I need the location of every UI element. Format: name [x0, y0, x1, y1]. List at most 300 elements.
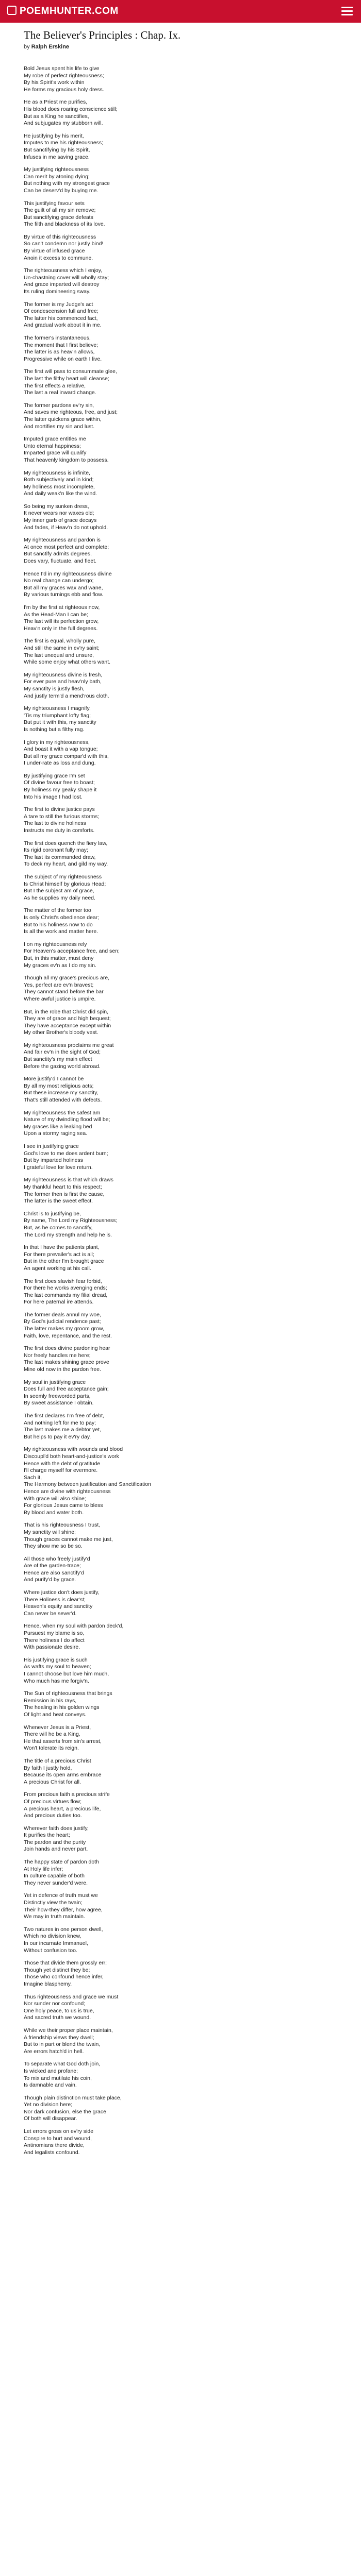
stanza	[24, 571, 333, 599]
poem-line: The Harmony between justification and Sanctification	[24, 1481, 151, 1488]
poem-line: And purify'd by grace.	[24, 1577, 76, 1583]
stanza	[24, 638, 333, 666]
stanza	[24, 1825, 333, 1853]
stanza	[24, 1522, 333, 1550]
poem-line: An agent working at his call.	[24, 1265, 91, 1272]
poem-line: The first is equal, wholly pure,	[24, 638, 95, 645]
poem-line: My robe of perfect righteousness;	[24, 72, 104, 79]
poem-line: My righteousness proclaims me great	[24, 1042, 114, 1048]
poem-line: To deck my heart, and gild my way.	[24, 861, 108, 868]
poem-line: The last makes shining grace prove	[24, 1359, 109, 1366]
poem-line: The latter is as heav'n allows,	[24, 349, 95, 355]
poem-line: Into his image I had lost.	[24, 793, 83, 800]
poem-line: They cannot stand before the bar	[24, 989, 104, 995]
poem-line: Of divine favour free to boast;	[24, 779, 95, 786]
poem-line: There holiness I do affect	[24, 1637, 85, 1643]
stanza	[24, 773, 333, 801]
stanza	[24, 1278, 333, 1306]
poem-line: The matter of the former too	[24, 907, 91, 914]
poem-line: The last to divine holiness	[24, 820, 86, 827]
poem-line: And subjugates my stubborn will.	[24, 120, 103, 127]
stanza	[24, 1211, 333, 1239]
poem-line: To separate what God doth join,	[24, 2061, 101, 2067]
poem-line: There Holiness is clear'st;	[24, 1596, 86, 1603]
poem-line: Won't tolerate its reign.	[24, 1745, 79, 1752]
poem-line: The latter makes my groom grow,	[24, 1326, 104, 1332]
poem-line: But in the other I'm brought grace	[24, 1258, 104, 1265]
stanza	[24, 1556, 333, 1584]
poem-line: But I the subject am of grace,	[24, 888, 94, 894]
stanza	[24, 1446, 333, 1516]
poem-line: One holy peace, to us is true,	[24, 2007, 94, 2014]
poem-line: Faith, love, repentance, and the rest.	[24, 1332, 112, 1339]
stanza	[24, 436, 333, 464]
poem-line: Without confusion too.	[24, 1947, 77, 1954]
poem-line: But as a King he sanctifies,	[24, 113, 89, 120]
poem-line: The righteousness which I enjoy,	[24, 267, 103, 274]
stanza	[24, 2027, 333, 2055]
poem-line: As the Head-Man I can be;	[24, 611, 88, 618]
stanza	[24, 470, 333, 498]
stanza	[24, 1076, 333, 1104]
poem-line: That is his righteousness I trust,	[24, 1522, 101, 1529]
poem-line: My graces ev'n as I do my sin.	[24, 962, 96, 969]
stanza	[24, 1312, 333, 1340]
poem-line: Distinctly view the twain;	[24, 1900, 83, 1906]
stanza	[24, 1791, 333, 1819]
stanza	[24, 2128, 333, 2156]
poem-line: Though graces cannot make me just,	[24, 1536, 113, 1543]
poem-line: The latter quickens grace within,	[24, 416, 102, 422]
poem-line: In that I have the patients plant,	[24, 1244, 100, 1251]
poem-line: So being my sunken dress,	[24, 503, 89, 510]
poem-line: My righteousness divine is fresh,	[24, 671, 103, 678]
stanza	[24, 267, 333, 295]
poem-line: By virtue of infused grace	[24, 248, 85, 255]
poem-line: Those that divide them grossly err;	[24, 1960, 107, 1967]
site-logo[interactable]	[7, 6, 119, 17]
poem-line: I glory in my righteousness,	[24, 739, 90, 745]
poem-line: Anoin it excess to commune.	[24, 255, 93, 261]
poem-line: Both subjectively and in kind;	[24, 477, 94, 483]
poem-line: The title of a precious Christ	[24, 1757, 91, 1764]
stanza	[24, 1589, 333, 1617]
poem-line: Of both will disappear.	[24, 2115, 77, 2122]
poem-line: My righteousness is infinite,	[24, 469, 90, 476]
poem-line: Thus righteousness and grace we must	[24, 1993, 119, 2000]
poem-line: But, as he comes to sanctify,	[24, 1224, 93, 1231]
poem-line: At Holy life infer;	[24, 1866, 63, 1872]
poem-line: The last unequal and unsure,	[24, 652, 94, 658]
stanza	[24, 503, 333, 531]
poem-line: With grace will also shine;	[24, 1495, 86, 1502]
poem-line: The Lord my strength and help he is.	[24, 1231, 112, 1238]
poem-line: And legalists confound.	[24, 2149, 80, 2156]
poem-line: And nothing left for me to pay;	[24, 1419, 96, 1426]
poem-line: Antinomians there divide,	[24, 2142, 85, 2149]
poem-line: A precious heart, a precious life,	[24, 1805, 101, 1812]
poem-line: The first does divine pardoning hear	[24, 1345, 110, 1352]
poem-line: For there he works avenging ends;	[24, 1285, 107, 1292]
poem-line: I'm by the first at righteous now,	[24, 604, 100, 611]
poem-line: I grateful love for love return.	[24, 1164, 93, 1171]
poem-line: He justifying by his merit,	[24, 132, 84, 139]
stanza	[24, 1994, 333, 2022]
menu-icon[interactable]	[341, 7, 353, 16]
poem-line: And still the same in ev'ry saint;	[24, 645, 100, 651]
poem-line: Is all the work and matter here.	[24, 928, 99, 935]
poem-line: Instructs me duty in comforts.	[24, 827, 95, 834]
poem-line: With passionate desire.	[24, 1644, 80, 1651]
poem-line: The first effects a relative,	[24, 382, 86, 389]
stanza	[24, 2061, 333, 2089]
poem-line: The happy state of pardon doth	[24, 1859, 99, 1866]
poem-line: But put it with this, my sanctity	[24, 719, 96, 726]
stanza	[24, 1859, 333, 1887]
poem-line: But all my graces wax and wane,	[24, 584, 103, 591]
poem-line: Pursuest my blame is so,	[24, 1630, 85, 1637]
stanza	[24, 1623, 333, 1651]
poem-line: Of precious virtues flow;	[24, 1798, 82, 1805]
poem-line: I cannot choose but love him much,	[24, 1671, 109, 1677]
stanza	[24, 1926, 333, 1954]
stanza	[24, 537, 333, 565]
poem-line: My righteousness I magnify,	[24, 705, 91, 712]
poem-line: Though all my grace's precious are,	[24, 975, 110, 981]
poem-line: The last makes me a debtor yet,	[24, 1427, 101, 1433]
poem-line: I on my righteousness rely	[24, 941, 87, 947]
poem-line: By various turnings ebb and flow.	[24, 591, 104, 598]
poem-line: By holiness my geaky shape it	[24, 787, 97, 793]
poem-line: Upon a stormy raging sea.	[24, 1130, 88, 1137]
poem-line: But, in this matter, must deny	[24, 955, 94, 961]
stanza	[24, 907, 333, 935]
poem-line: But all my grace compar'd with this,	[24, 753, 109, 759]
stanza	[24, 975, 333, 1003]
poem-line: The healing in his golden wings	[24, 1704, 100, 1711]
poem-line: The last the filthy heart will cleanse;	[24, 375, 109, 382]
poem-line: By justifying grace I'm set	[24, 772, 85, 779]
stanza	[24, 1042, 333, 1070]
poem-line: My justifying righteousness	[24, 166, 89, 173]
poem-line: Yet in defence of truth must we	[24, 1892, 98, 1899]
stanza	[24, 1244, 333, 1272]
stanza	[24, 368, 333, 396]
stanza	[24, 705, 333, 733]
poem-line: The last a real inward change.	[24, 389, 96, 396]
poem-line: Join hands and never part.	[24, 1846, 88, 1853]
poem-line: To mix and mutilate his coin,	[24, 2075, 92, 2081]
poem-line: The former is my Judge's act	[24, 301, 93, 308]
poem-line: By his Spirit's work within	[24, 79, 85, 86]
poem-line: No real change can undergo;	[24, 578, 94, 584]
author-link[interactable]: Ralph Erskine	[31, 44, 70, 50]
stanza	[24, 1345, 333, 1373]
poem-line: 'Tis my triumphant lofty flag;	[24, 712, 91, 719]
poem-line: Does full and free acceptance gain;	[24, 1386, 109, 1393]
poem-line: Are errors hatch'd in hell.	[24, 2048, 84, 2055]
poem-line: Two natures in one person dwell,	[24, 1926, 103, 1933]
poem-line: The guilt of all my sin remove;	[24, 207, 96, 214]
poem-line: My holiness most incomplete,	[24, 483, 95, 490]
poem-line: Though plain distinction must take place,	[24, 2094, 122, 2101]
poem-line: Of condescension full and free;	[24, 308, 99, 315]
poem-line: That's still attended with defects.	[24, 1097, 102, 1104]
poem-line: But sanctifying grace defeats	[24, 214, 93, 221]
stanza	[24, 1177, 333, 1205]
poem-line: Can never be sever'd.	[24, 1610, 77, 1617]
poem-line: Conspire to hurt and wound,	[24, 2135, 92, 2142]
poem-line: By virtue of this righteousness	[24, 233, 96, 240]
poem-line: Mine old now in the pardon free.	[24, 1366, 102, 1373]
poem-line: At once most perfect and complete;	[24, 544, 109, 550]
poem-line: Can merit by atoning dying;	[24, 173, 90, 180]
poem-line: Of light and heat conveys.	[24, 1711, 87, 1718]
poem-line: The former deals annul my woe,	[24, 1311, 101, 1318]
poem-line: The filth and blackness of its love.	[24, 221, 105, 228]
poem-line: God's love to me does ardent burn;	[24, 1150, 108, 1157]
poem-line: And mortifies my sin and lust.	[24, 423, 95, 430]
poem-line: Can be deserv'd by buying me.	[24, 187, 99, 194]
poem-line: The first does quench the fiery law,	[24, 840, 108, 846]
poem-line: Hence are divine with righteousness	[24, 1488, 111, 1495]
poem-line: But to his holiness now to do	[24, 921, 93, 928]
poem-line: Their how-they differ, how agree,	[24, 1906, 103, 1913]
stanza	[24, 739, 333, 767]
poem-line: A friendship views they dwell;	[24, 2034, 94, 2041]
poem-line: A precious Christ for all.	[24, 1778, 81, 1785]
logo-text: POEMHUNTER.COM	[20, 6, 119, 16]
poem-line: But sanctifying by his Spirit,	[24, 146, 90, 153]
stanza	[24, 99, 333, 127]
poem-line: Before the gazing world abroad.	[24, 1063, 101, 1070]
poem-line: Though yet distinct they be;	[24, 1967, 90, 1973]
poem-line: I under-rate as loss and dung.	[24, 760, 96, 767]
poem-line: Let errors gross on ev'ry side	[24, 2128, 94, 2135]
poem-line: Because its open arms embrace	[24, 1772, 102, 1778]
poem-line: They have acceptance except within	[24, 1022, 111, 1029]
poem-line: Remission in his rays,	[24, 1697, 77, 1704]
stanza	[24, 941, 333, 969]
poem-line: He that asserts from sin's arrest,	[24, 1738, 102, 1744]
poem-line: But, in the robe that Christ did spin,	[24, 1008, 109, 1015]
poem-line: He forms my gracious holy dress.	[24, 86, 104, 93]
poem-line: For here paternal ire attends.	[24, 1299, 94, 1306]
poem-line: The pardon and the purity	[24, 1839, 86, 1845]
poem-body	[24, 65, 333, 2156]
poem-line: The moment that I first believe;	[24, 342, 99, 348]
poem-line: But to in part or blend the twain,	[24, 2041, 101, 2048]
poem-line: Who much has me forgiv'n.	[24, 1677, 89, 1684]
poem-line: My sanctity will shine;	[24, 1529, 76, 1535]
poem-line: My graces like a leaking bed	[24, 1123, 92, 1130]
poem-line: Hence with the debt of gratitude	[24, 1460, 101, 1467]
poem-line: My thankful heart to this respect;	[24, 1183, 102, 1190]
poem-line: It purifies the heart;	[24, 1832, 70, 1839]
poem-line: Its rigid coronant fully may;	[24, 847, 88, 854]
stanza	[24, 234, 333, 262]
poem-line: The last commands my filial dread,	[24, 1292, 108, 1298]
poem-line: The subject of my righteousness	[24, 874, 102, 880]
poem-line: By sweet assistance I obtain.	[24, 1400, 94, 1406]
stanza	[24, 604, 333, 632]
poem-line: And precious duties too.	[24, 1812, 82, 1819]
poem-line: In our incarnate Immanuel,	[24, 1940, 88, 1946]
poem-line: My righteousness and pardon is	[24, 537, 101, 544]
poem-line: Imagine blasphemy.	[24, 1980, 72, 1987]
stanza	[24, 1379, 333, 1407]
poem-line: While some enjoy what others want.	[24, 659, 111, 666]
poem-line: This justifying favour sets	[24, 200, 85, 207]
poem-line: Heav'n only in the full degrees.	[24, 625, 98, 632]
poem-line: Heaven's equity and sanctity	[24, 1603, 93, 1610]
poem-line: The last its commanded draw,	[24, 854, 96, 860]
poem-line: His blood does roaring conscience still;	[24, 106, 118, 112]
poem-line: My soul in justifying grace	[24, 1379, 86, 1385]
poem-line: Nor sunder nor confound;	[24, 2001, 86, 2007]
poem-line: Whenever Jesus is a Priest,	[24, 1724, 91, 1731]
poem-line: Imputes to me his righteousness;	[24, 140, 104, 146]
stanza	[24, 1724, 333, 1752]
poem-line: Hence, when my soul with pardon deck'd,	[24, 1623, 124, 1630]
poem-line: The first does slavish fear forbid,	[24, 1278, 102, 1284]
poem-line: By name, The Lord my Righteousness;	[24, 1217, 118, 1224]
poem-line: I'll charge myself for evermore.	[24, 1467, 98, 1474]
poem-line: Is only Christ's obedience dear;	[24, 914, 100, 921]
stanza	[24, 200, 333, 228]
poem-line: Wherever faith does justify,	[24, 1825, 89, 1832]
stanza	[24, 1413, 333, 1440]
poem-line: The last will its perfection grow,	[24, 618, 99, 625]
poem-line: By faith I justly hold,	[24, 1765, 72, 1771]
poem-line: The former then is first the cause,	[24, 1191, 105, 1197]
poem-line: Imputed grace entitles me	[24, 436, 86, 443]
poem-line: And saves me righteous, free, and just;	[24, 409, 118, 416]
poem-line: All those who freely justify'd	[24, 1555, 90, 1562]
poem-line: For Heaven's acceptance free, and sen;	[24, 948, 120, 955]
poem-line: But helps to pay it ev'ry day.	[24, 1433, 91, 1440]
poem-line: Sach it,	[24, 1474, 42, 1481]
poem-line: Which no division knew,	[24, 1933, 81, 1940]
poem-line: As he supplies my daily need.	[24, 894, 95, 901]
poem-line: Imparted grace will qualify	[24, 450, 87, 456]
poem-line: Yet no division here;	[24, 2102, 73, 2108]
poem-line: Hence I'd in my righteousness divine	[24, 570, 112, 577]
poem-line: But nothing with my strongest grace	[24, 180, 110, 187]
poem-line: The first to divine justice pays	[24, 806, 95, 813]
stanza	[24, 672, 333, 700]
poem-line: And gradual work about it in me.	[24, 322, 102, 329]
stanza	[24, 133, 333, 161]
poem-content	[24, 29, 333, 2162]
poem-line: As wafts my soul to heaven;	[24, 1664, 91, 1670]
poem-line: For ever pure and heav'nly bath,	[24, 679, 102, 685]
poem-line: For glorious Jesus came to bless	[24, 1502, 103, 1509]
poem-line: There will he be a King,	[24, 1731, 80, 1738]
poem-line: Christ is to justifying be,	[24, 1210, 81, 1217]
stanza	[24, 1892, 333, 1920]
poem-line: Nature of my dwindling flood will be;	[24, 1116, 110, 1123]
poem-line: By God's judicial rendence past;	[24, 1318, 101, 1325]
poem-line: That heavenly kingdom to possess.	[24, 456, 109, 463]
stanza	[24, 335, 333, 363]
poem-line: In seemly freeworded parts,	[24, 1393, 91, 1399]
poem-line: My sanctity is justly flesh,	[24, 685, 85, 692]
stanza	[24, 874, 333, 902]
poem-line: Where justice don't does justify,	[24, 1589, 100, 1596]
stanza	[24, 1657, 333, 1685]
page-title: The Believer's Principles : Chap. Ix.	[24, 29, 181, 41]
poem-line: And boast it with a vap tongue;	[24, 746, 98, 753]
poem-line: We may in truth maintain.	[24, 1913, 85, 1920]
stanza	[24, 1758, 333, 1786]
poem-line: Is wicked and profane;	[24, 2067, 78, 2074]
poem-line: Nor dark confusion, else the grace	[24, 2108, 106, 2115]
poem-line: The Sun of righteousness that brings	[24, 1690, 112, 1697]
poem-line: But these increase my sanctity,	[24, 1090, 99, 1096]
poem-line: Discoupl'd both heart-and-justice's work	[24, 1453, 119, 1460]
poem-line: Infuses in me saving grace.	[24, 154, 90, 160]
poem-line: Unto eternal happiness;	[24, 443, 81, 449]
poem-line: My other Brother's bloody vest.	[24, 1029, 99, 1036]
stanza	[24, 301, 333, 329]
poem-line: So can't condemn nor justly bind!	[24, 241, 104, 247]
poem-line: Progressive while on earth I live.	[24, 355, 102, 362]
stanza	[24, 1110, 333, 1138]
stanza	[24, 166, 333, 194]
byline	[24, 44, 333, 50]
poem-line: Its ruling domineering sway.	[24, 289, 91, 295]
poem-line: More justify'd I cannot be	[24, 1076, 84, 1082]
stanza	[24, 1009, 333, 1037]
poem-line: Un-chastning cover will wholly stay;	[24, 274, 109, 281]
poem-line: The former pardons ev'ry sin,	[24, 402, 94, 409]
poem-line: Is damnable and vain.	[24, 2082, 77, 2089]
stanza	[24, 402, 333, 430]
stanza	[24, 65, 333, 93]
poem-line: He as a Priest me purifies,	[24, 99, 88, 106]
poem-line: Is nothing but a filthy rag.	[24, 726, 85, 733]
stanza	[24, 806, 333, 834]
poem-line: Where awful justice is umpire.	[24, 995, 96, 1002]
poem-line: And daily weak'n like the wind.	[24, 490, 97, 497]
poem-line: They show me so be so.	[24, 1543, 83, 1550]
poem-line: The former's instantaneous,	[24, 335, 91, 341]
poem-line: The first declares I'm free of debt,	[24, 1413, 105, 1419]
poem-line: And grace imparted will destroy	[24, 281, 100, 288]
poem-line: My righteousness is that which draws	[24, 1177, 113, 1183]
poem-line: By blood and water both.	[24, 1509, 84, 1516]
poem-line: It never wears nor waxes old;	[24, 510, 94, 517]
stanza	[24, 840, 333, 868]
site-header	[0, 0, 361, 23]
logo-icon	[7, 6, 17, 15]
poem-line: And fades, if Heav'n do not uphold.	[24, 524, 108, 531]
poem-line: The first will pass to consummate glee,	[24, 368, 117, 375]
stanza	[24, 1690, 333, 1718]
stanza	[24, 1143, 333, 1171]
poem-line: But sanctify admits degrees,	[24, 551, 92, 557]
poem-line: While we their proper place maintain,	[24, 2027, 113, 2033]
poem-line: But sanctity's my main effect	[24, 1056, 92, 1063]
poem-line: But by imparted holiness	[24, 1157, 83, 1164]
poem-line: Hence are also sanctify'd	[24, 1569, 84, 1576]
poem-line: Those who confound hence infer,	[24, 1974, 104, 1980]
poem-line: And justly term'd a mend'rous cloth.	[24, 692, 109, 699]
poem-line: And sacred truth we wound.	[24, 2014, 91, 2021]
poem-line: Bold Jesus spent his life to give	[24, 65, 100, 72]
poem-line: A tare to still the furious storms;	[24, 813, 100, 820]
